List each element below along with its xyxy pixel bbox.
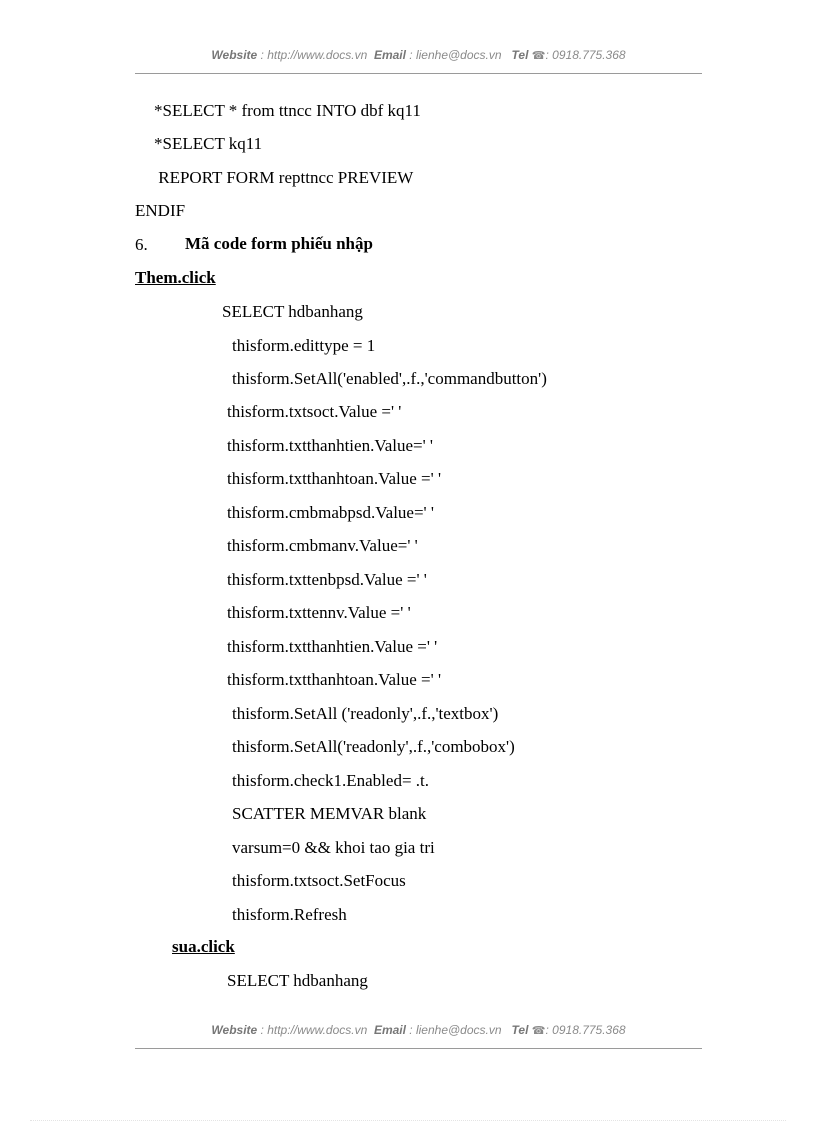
tel-value: : 0918.775.368 (545, 1023, 626, 1037)
tel-value: : 0918.775.368 (545, 48, 626, 62)
email-label: Email (373, 48, 406, 62)
code-line: thisform.cmbmanv.Value=' ' (227, 536, 418, 555)
phone-icon: ☎ (531, 50, 546, 62)
code-line: thisform.txttennv.Value =' ' (227, 603, 411, 622)
code-line: REPORT FORM repttncc PREVIEW (154, 168, 414, 187)
code-line: thisform.txttenbpsd.Value =' ' (227, 570, 427, 589)
procedure-heading: sua.click (172, 937, 235, 956)
header-divider (135, 73, 702, 74)
code-line: SELECT hdbanhang (222, 302, 363, 321)
website-url: : http://www.docs.vn (260, 1023, 368, 1037)
email-label: Email (373, 1023, 406, 1037)
footer-divider (135, 1048, 702, 1049)
page-bottom-edge (30, 1120, 786, 1121)
website-label: Website (211, 1023, 258, 1037)
section-heading: Mã code form phiếu nhập (185, 234, 373, 253)
email-value: : lienhe@docs.vn (409, 48, 502, 62)
code-line: thisform.txtsoct.SetFocus (232, 871, 406, 890)
code-line: *SELECT kq11 (154, 134, 263, 153)
code-line: thisform.SetAll('enabled',.f.,'commandbutton') (232, 369, 547, 388)
section-number: 6. (135, 235, 148, 254)
code-line: thisform.txtthanhtien.Value=' ' (227, 436, 433, 455)
code-line: thisform.SetAll('readonly',.f.,'combobox') (232, 737, 515, 756)
code-line: thisform.txtthanhtien.Value =' ' (227, 637, 438, 656)
code-line: SCATTER MEMVAR blank (232, 804, 427, 823)
code-line: thisform.edittype = 1 (232, 336, 376, 355)
code-line: *SELECT * from ttncc INTO dbf kq11 (154, 101, 421, 120)
code-line: thisform.Refresh (232, 905, 347, 924)
email-value: : lienhe@docs.vn (409, 1023, 502, 1037)
tel-label: Tel (511, 48, 529, 62)
code-line: thisform.txtthanhtoan.Value =' ' (227, 469, 442, 488)
code-line: varsum=0 && khoi tao gia tri (232, 838, 435, 857)
website-url: : http://www.docs.vn (260, 48, 368, 62)
code-line: ENDIF (135, 201, 186, 220)
page-header (135, 48, 702, 62)
phone-icon: ☎ (531, 1025, 546, 1037)
tel-label: Tel (511, 1023, 529, 1037)
code-line: thisform.SetAll ('readonly',.f.,'textbox') (232, 704, 499, 723)
page-footer (135, 1023, 702, 1037)
code-line: SELECT hdbanhang (227, 971, 368, 990)
code-line: thisform.txtsoct.Value =' ' (227, 402, 402, 421)
procedure-heading: Them.click (135, 268, 216, 287)
code-line: thisform.txtthanhtoan.Value =' ' (227, 670, 442, 689)
website-label: Website (211, 48, 258, 62)
code-line: thisform.check1.Enabled= .t. (232, 771, 430, 790)
code-line: thisform.cmbmabpsd.Value=' ' (227, 503, 434, 522)
